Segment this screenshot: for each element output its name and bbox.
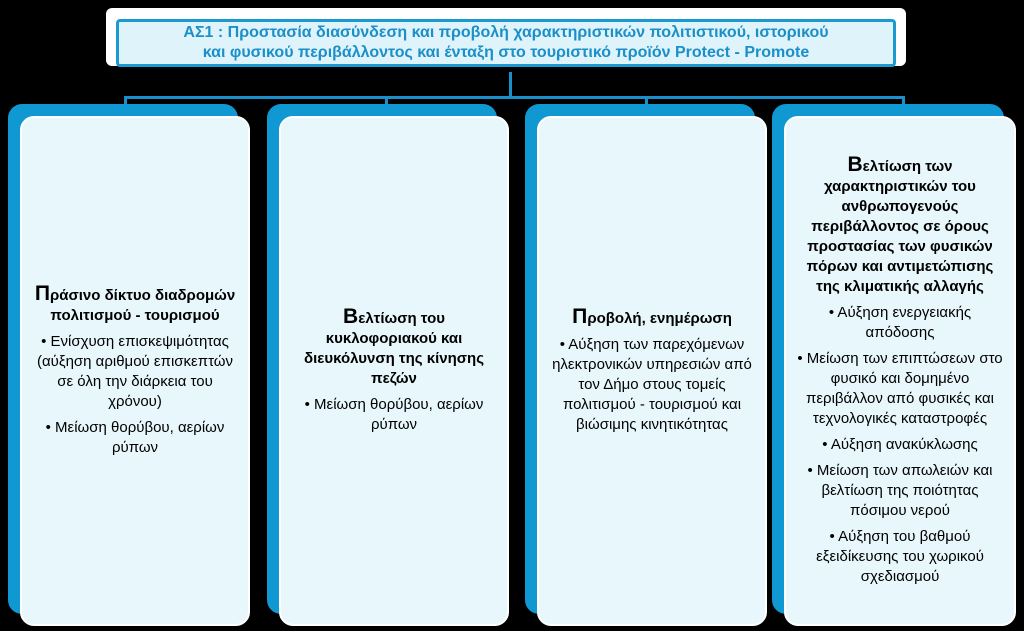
title-line-1: ΑΣ1 : Προστασία διασύνδεση και προβολή χαρακτηριστικών πολιτιστικού, ιστορικού [183,24,829,41]
box-content [20,116,250,626]
box-content [279,116,509,626]
box-traffic-improvement [267,104,511,628]
box-bullet: • Μείωση θορύβου, αερίων ρύπων [304,396,484,433]
box-heading: Βελτίωση των χαρακτηριστικών του ανθρωπογενούς περιβάλλοντος σε όρους προστασίας των φυσικών πόρων και αντιμετώπισης της κλιματικής αλλαγής [806,153,994,295]
box-green-network [8,104,252,628]
box-content [537,116,767,626]
box-bullet: • Αύξηση ανακύκλωσης [822,436,978,453]
diagram-title [116,19,896,67]
title-line-2: και φυσικού περιβάλλοντος και ένταξη στο τουριστικό προϊόν Protect - Promote [202,44,810,61]
box-bullet: • Μείωση των απωλειών και βελτίωση της ποιότητας πόσιμου νερού [807,462,993,519]
box-bullet: • Αύξηση ενεργειακής απόδοσης [828,304,972,341]
connector-bar [124,96,904,99]
box-bullet: • Μείωση των επιπτώσεων στο φυσικό και δομημένο περιβάλλον από φυσικές και τεχνολογικές καταστροφές [797,350,1003,427]
box-environment-improvement [772,104,1018,628]
connector-stem [509,72,512,98]
box-bullet: • Ενίσχυση επισκεψιμότητας (αύξηση αριθμού επισκεπτών σε όλη την διάρκεια του χρόνου) [36,333,234,410]
box-heading: Πράσινο δίκτυο διαδρομών πολιτισμού - τουρισμού [34,282,236,324]
box-bullet: • Αύξηση του βαθμού εξειδίκευσης του χωρικού σχεδιασμού [816,528,984,585]
title-block [106,8,910,72]
box-heading: Βελτίωση του κυκλοφοριακού και διευκόλυνση της κίνησης πεζών [303,305,484,387]
box-promotion [525,104,769,628]
box-bullet: • Αύξηση των παρεχόμενων ηλεκτρονικών υπηρεσιών από τον Δήμο στους τομείς πολιτισμού - τουρισμού και βιώσιμης κινητικότητας [552,336,752,433]
box-bullet: • Μείωση θορύβου, αερίων ρύπων [45,419,225,456]
box-content [784,116,1016,626]
box-heading: Προβολή, ενημέρωση [572,305,732,328]
